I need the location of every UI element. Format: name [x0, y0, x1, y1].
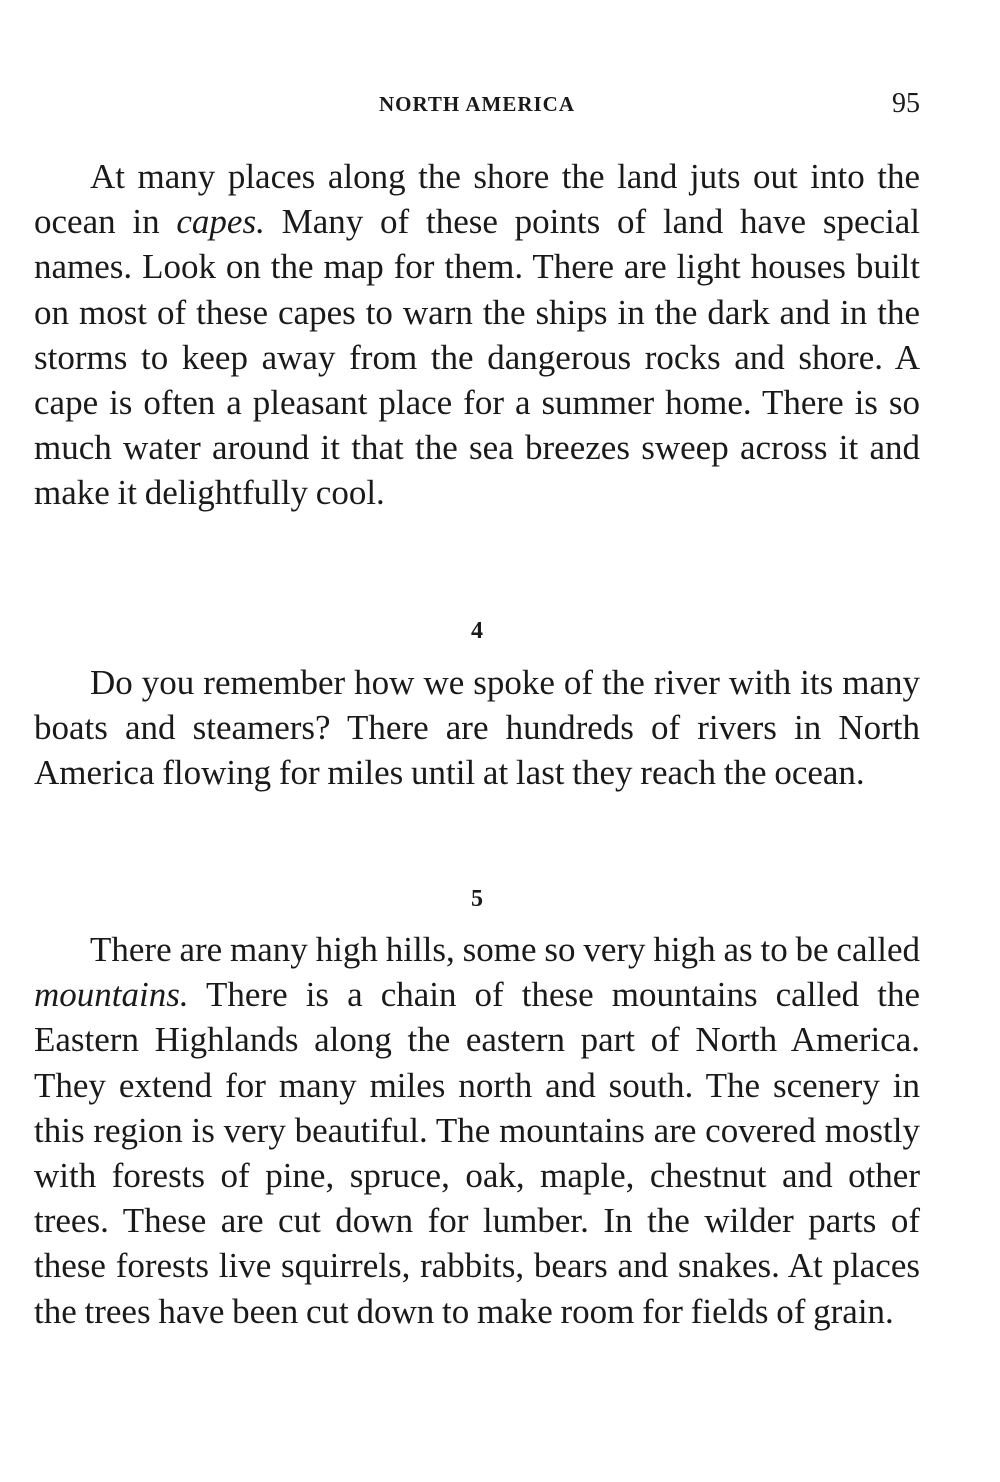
section-number-4: 4: [471, 618, 483, 644]
paragraph-rivers: Do you remember how we spoke of the river with its many boats and steamers? There are hundreds of rivers in North America flowing for miles until at last they reach the ocean.: [34, 663, 920, 793]
page-number: 95: [892, 88, 920, 119]
paragraph-mountains-text-1: There are many high hills, some so very high as to be called: [90, 930, 920, 969]
section-number-5: 5: [471, 886, 483, 912]
paragraph-capes-text-1: At many places along the shore the land juts out into the ocean in: [34, 157, 920, 242]
running-title: NORTH AMERICA: [378, 92, 576, 116]
running-head: [34, 88, 920, 128]
paragraph-mountains: [34, 927, 920, 1334]
paragraph-mountains-text-2: There is a chain of these mountains called the Eastern Highlands along the eastern part of North America. They extend for many miles north and south. The scenery in this region is very beautiful. The mountains are covered mostly with forests of pine, spruce, oak, maple, chestnut and other trees. These are cut down for lumber. In the wilder parts of these forests live squirrels, rabbits, bears and snakes. At places the trees have been cut down to make room for fields of grain.: [34, 975, 920, 1331]
paragraph-mountains-emphasis: mountains.: [34, 975, 189, 1015]
paragraph-capes: [34, 154, 920, 516]
paragraph-capes-emphasis: capes.: [176, 202, 265, 242]
paragraph-capes-text-2: Many of these points of land have special names. Look on the map for them. There are light houses built on most of these capes to warn the ships in the dark and in the storms to keep away from the dangerous rocks and shore. A cape is often a pleasant place for a summer home. There is so much water around it that the sea breezes sweep across it and make it delightfully cool.: [34, 202, 921, 513]
